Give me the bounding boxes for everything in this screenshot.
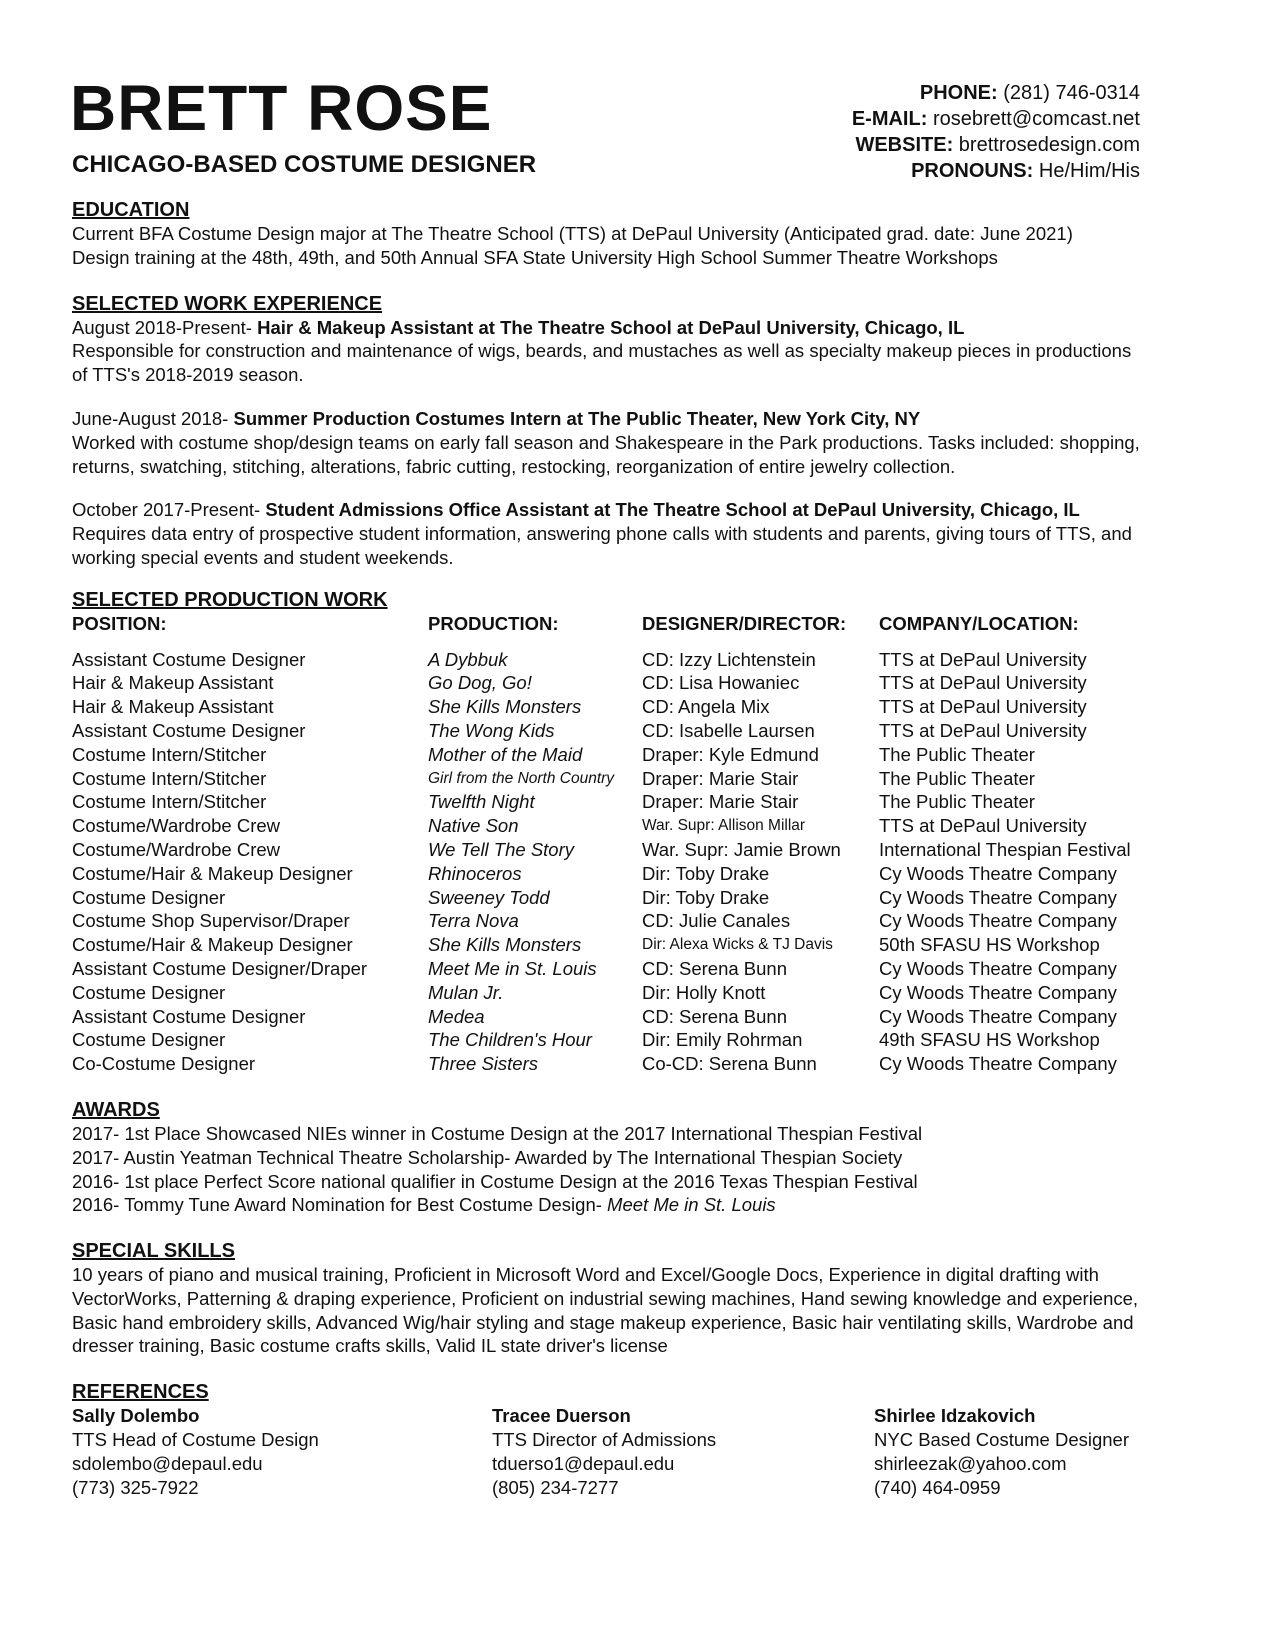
company-cell: Cy Woods Theatre Company [879, 957, 1117, 979]
designer-cell: CD: Angela Mix [642, 696, 770, 718]
section-heading: SELECTED WORK EXPERIENCE [72, 292, 383, 315]
experience-section [72, 292, 1147, 570]
skills-text: 10 years of piano and musical training, Proficient in Microsoft Word and Excel/Google Docs, Experience in digital drafting with VectorWorks, Patterning & draping experience, Proficient on industrial sewing machines, Hand sewing knowledge and experience, Basic hand embroidery skills, Advanced Wig/hair styling and stage makeup experience, Basic hair ventilating skills, Wardrobe and dresser training, Basic costume crafts skills, Valid IL state driver's license [72, 1264, 1139, 1357]
job-entry [72, 498, 1147, 569]
award-line: 2017- Austin Yeatman Technical Theatre Scholarship- Awarded by The International Thespian Society [72, 1146, 903, 1168]
contact-value: (281) 746-0314 [1003, 82, 1140, 104]
production-cell: Girl from the North Country [428, 769, 615, 787]
reference-card [874, 1404, 1154, 1499]
section-heading: SELECTED PRODUCTION WORK [72, 588, 388, 611]
production-cell: Native Son [428, 815, 519, 837]
designer-cell: Dir: Toby Drake [642, 862, 770, 884]
company-cell: 49th SFASU HS Workshop [879, 1029, 1100, 1051]
reference-title: TTS Director of Admissions [492, 1429, 717, 1451]
job-title-line [72, 316, 1147, 340]
column-header: COMPANY/LOCATION: [879, 612, 1079, 634]
contact-value: brettrosedesign.com [958, 134, 1140, 156]
designer-cell: Draper: Marie Stair [642, 791, 799, 813]
production-cell: Meet Me in St. Louis [428, 957, 597, 979]
contact-line [852, 80, 1140, 106]
job-entry [72, 407, 1147, 478]
skills-section [72, 1239, 1147, 1358]
designer-cell: Dir: Holly Knott [642, 981, 766, 1003]
contact-value: rosebrett@comcast.net [932, 108, 1140, 130]
designer-cell: CD: Lisa Howaniec [642, 672, 800, 694]
position-cell: Costume/Hair & Makeup Designer [72, 934, 353, 956]
reference-phone: (805) 234-7277 [492, 1476, 619, 1498]
company-cell: Cy Woods Theatre Company [879, 862, 1117, 884]
designer-cell: CD: Julie Canales [642, 910, 791, 932]
designer-cell: War. Supr: Allison Millar [642, 817, 806, 835]
production-cell: A Dybbuk [428, 648, 508, 670]
reference-card [72, 1404, 492, 1499]
position-cell: Costume/Wardrobe Crew [72, 838, 281, 860]
designer-cell: Dir: Toby Drake [642, 886, 770, 908]
company-cell: Cy Woods Theatre Company [879, 981, 1117, 1003]
reference-name: Sally Dolembo [72, 1405, 200, 1427]
designer-cell: Dir: Emily Rohrman [642, 1029, 803, 1051]
position-cell: Costume/Wardrobe Crew [72, 815, 281, 837]
reference-email: sdolembo@depaul.edu [72, 1452, 263, 1474]
reference-title: NYC Based Costume Designer [874, 1429, 1129, 1451]
job-description: Responsible for construction and maintenance of wigs, beards, and mustaches as well as specialty makeup pieces in productions of TTS's 2018-2019 season. [72, 340, 1132, 386]
production-section [72, 588, 1147, 1076]
position-cell: Costume Intern/Stitcher [72, 767, 267, 789]
job-description: Requires data entry of prospective student information, answering phone calls with students and parents, giving tours of TTS, and working special events and student weekends. [72, 523, 1132, 568]
designer-cell: CD: Serena Bunn [642, 1005, 788, 1027]
contact-line [852, 158, 1140, 184]
position-cell: Assistant Costume Designer/Draper [72, 957, 368, 979]
position-cell: Costume Designer [72, 1029, 226, 1051]
production-cell: Three Sisters [428, 1053, 539, 1075]
job-role: Summer Production Costumes Intern at The Public Theater, New York City, NY [233, 407, 921, 429]
awards-section [72, 1098, 1147, 1217]
job-title-line [72, 498, 1147, 522]
production-cell: Twelfth Night [428, 791, 535, 813]
position-cell: Costume/Hair & Makeup Designer [72, 862, 353, 884]
production-cell: Go Dog, Go! [428, 672, 532, 694]
job-description: Worked with costume shop/design teams on early fall season and Shakespeare in the Park productions. Tasks included: shopping, returns, swatching, stitching, alterations, fabric cutting, restocking, reorganization of entire jewelry collection. [72, 431, 1140, 477]
designer-cell: War. Supr: Jamie Brown [642, 838, 841, 860]
column-header: POSITION: [72, 612, 167, 634]
position-cell: Costume Designer [72, 886, 226, 908]
position-cell: Hair & Makeup Assistant [72, 672, 274, 694]
column-header: PRODUCTION: [428, 612, 559, 634]
position-cell: Assistant Costume Designer [72, 719, 306, 741]
education-line: Design training at the 48th, 49th, and 50th Annual SFA State University High School Summer Theatre Workshops [72, 246, 998, 268]
company-cell: Cy Woods Theatre Company [879, 910, 1117, 932]
section-heading: EDUCATION [72, 199, 190, 221]
company-cell: TTS at DePaul University [879, 719, 1087, 741]
company-cell: TTS at DePaul University [879, 672, 1087, 694]
position-cell: Hair & Makeup Assistant [72, 696, 274, 718]
section-heading: AWARDS [72, 1098, 160, 1121]
reference-email: shirleezak@yahoo.com [874, 1452, 1067, 1474]
references-section [72, 1380, 1147, 1499]
job-title-line [72, 407, 1147, 431]
job-date: October 2017-Present- [72, 499, 261, 521]
job-role: Student Admissions Office Assistant at The Theatre School at DePaul University, Chicago, IL [265, 499, 1080, 521]
company-cell: TTS at DePaul University [879, 815, 1087, 837]
position-cell: Costume Shop Supervisor/Draper [72, 910, 350, 932]
subtitle: CHICAGO-BASED COSTUME DESIGNER [72, 151, 537, 178]
job-date: August 2018-Present- [72, 316, 252, 338]
contact-label: WEBSITE: [855, 134, 954, 156]
designer-cell: Draper: Marie Stair [642, 767, 799, 789]
production-cell: Mother of the Maid [428, 743, 583, 765]
company-cell: International Thespian Festival [879, 838, 1131, 860]
award-text: 2016- Tommy Tune Award Nomination for Best Costume Design- [72, 1194, 608, 1216]
production-cell: Sweeney Todd [428, 886, 550, 908]
award-line: 2017- 1st Place Showcased NIEs winner in Costume Design at the 2017 International Thespian Festival [72, 1122, 923, 1144]
designer-cell: Draper: Kyle Edmund [642, 743, 819, 765]
position-cell: Assistant Costume Designer [72, 648, 306, 670]
reference-phone: (740) 464-0959 [874, 1476, 1001, 1498]
contact-line [852, 132, 1140, 158]
designer-cell: CD: Serena Bunn [642, 957, 788, 979]
job-entry [72, 316, 1147, 387]
company-cell: Cy Woods Theatre Company [879, 886, 1117, 908]
designer-cell: Dir: Alexa Wicks & TJ Davis [642, 936, 833, 954]
reference-name: Shirlee Idzakovich [874, 1405, 1036, 1427]
company-cell: The Public Theater [879, 791, 1035, 813]
contact-label: PRONOUNS: [911, 160, 1034, 182]
company-cell: TTS at DePaul University [879, 648, 1087, 670]
company-cell: The Public Theater [879, 767, 1035, 789]
award-line: 2016- 1st place Perfect Score national qualifier in Costume Design at the 2016 Texas Thespian Festival [72, 1170, 918, 1192]
column-header: DESIGNER/DIRECTOR: [642, 612, 847, 634]
reference-phone: (773) 325-7922 [72, 1476, 199, 1498]
position-cell: Costume Intern/Stitcher [72, 791, 267, 813]
production-table [72, 612, 1147, 1076]
position-cell: Costume Designer [72, 981, 226, 1003]
education-line: Current BFA Costume Design major at The Theatre School (TTS) at DePaul University (Anticipated grad. date: June 2021) [72, 223, 1073, 244]
company-cell: Cy Woods Theatre Company [879, 1005, 1117, 1027]
company-cell: Cy Woods Theatre Company [879, 1053, 1117, 1075]
contact-label: PHONE: [919, 82, 998, 104]
job-date: June-August 2018- [72, 407, 229, 429]
production-cell: Mulan Jr. [428, 981, 504, 1003]
section-heading: REFERENCES [72, 1381, 209, 1404]
production-cell: We Tell The Story [428, 838, 575, 860]
designer-cell: CD: Isabelle Laursen [642, 719, 815, 741]
award-line [72, 1193, 1147, 1217]
production-cell: Rhinoceros [428, 862, 522, 884]
company-cell: 50th SFASU HS Workshop [879, 934, 1100, 956]
name-heading: BRETT ROSE [70, 72, 493, 144]
contact-value: He/Him/His [1038, 160, 1140, 182]
company-cell: The Public Theater [879, 743, 1035, 765]
production-cell: She Kills Monsters [428, 696, 582, 718]
designer-cell: Co-CD: Serena Bunn [642, 1053, 817, 1075]
production-cell: Terra Nova [428, 910, 519, 932]
reference-card [492, 1404, 874, 1499]
section-heading: SPECIAL SKILLS [72, 1240, 235, 1263]
education-section [72, 198, 1147, 270]
award-production: Meet Me in St. Louis [607, 1194, 776, 1216]
contact-block [852, 80, 1140, 184]
position-cell: Co-Costume Designer [72, 1053, 256, 1075]
position-cell: Costume Intern/Stitcher [72, 743, 267, 765]
reference-name: Tracee Duerson [492, 1405, 631, 1427]
job-role: Hair & Makeup Assistant at The Theatre School at DePaul University, Chicago, IL [257, 316, 965, 338]
production-cell: Medea [428, 1005, 485, 1027]
production-cell: She Kills Monsters [428, 934, 582, 956]
contact-line [852, 106, 1140, 132]
reference-email: tduerso1@depaul.edu [492, 1452, 675, 1474]
contact-label: E-MAIL: [851, 108, 928, 130]
production-cell: The Wong Kids [428, 719, 555, 741]
designer-cell: CD: Izzy Lichtenstein [642, 648, 816, 670]
company-cell: TTS at DePaul University [879, 696, 1087, 718]
production-cell: The Children's Hour [428, 1029, 592, 1051]
position-cell: Assistant Costume Designer [72, 1005, 306, 1027]
reference-title: TTS Head of Costume Design [72, 1429, 319, 1451]
